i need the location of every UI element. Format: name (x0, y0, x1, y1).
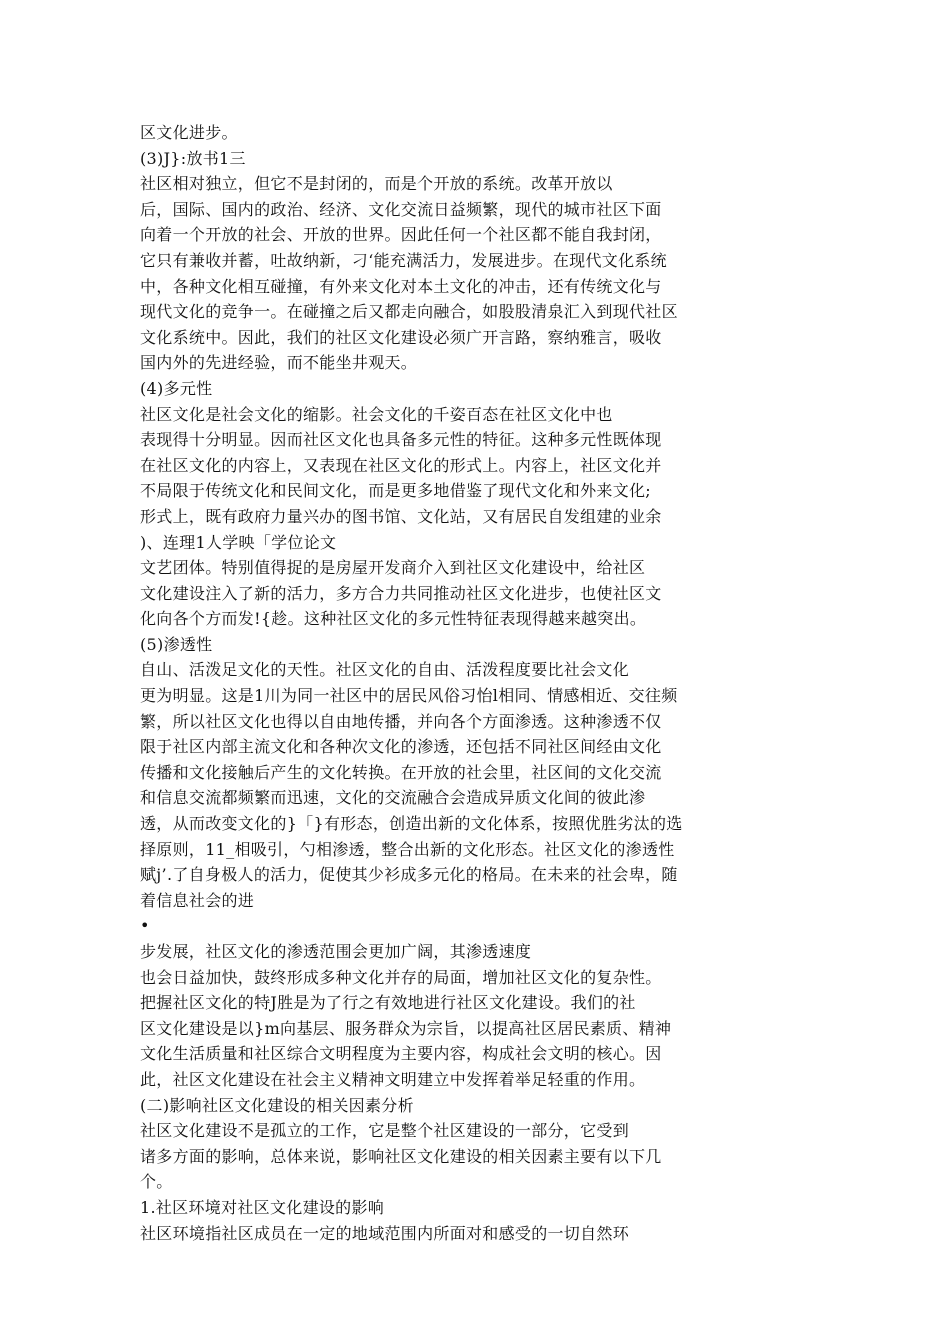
text-line: 形式上，既有政府力量兴办的图书馆、文化站，又有居民自发组建的业余 (140, 506, 662, 526)
text-line: 区文化建设是以}m向基层、服务群众为宗旨，以提高社区居民素质、精神 (140, 1018, 672, 1038)
text-line: 把握社区文化的特J胜是为了行之有效地进行社区文化建设。我们的社 (140, 993, 636, 1013)
text-line: 向着一个开放的社会、开放的世界。因此任何一个社区都不能自我封闭， (140, 225, 662, 245)
text-line: 文化生活质量和社区综合文明程度为主要内容，构成社会文明的核心。因 (140, 1044, 662, 1064)
text-line: 个。 (140, 1172, 173, 1192)
text-line: 在社区文化的内容上，又表现在社区文化的形式上。内容上，社区文化并 (140, 455, 662, 475)
text-line: 择原则，11_相吸引，勺相渗透，整合出新的文化形态。社区文化的渗透性 (140, 839, 675, 859)
text-line: 中，各种文化相互碰撞，有外来文化对本土文化的冲击，还有传统文化与 (140, 276, 662, 296)
text-line: 着信息社会的进 (140, 890, 255, 910)
section-heading: 1.社区环境对社区文化建设的影响 (140, 1197, 385, 1217)
section-heading: (二)影响社区文化建设的相关因素分析 (140, 1095, 414, 1115)
section-heading: (4)多元性 (140, 378, 213, 398)
text-line: 赋j’.了自身极人的活力，促使其少衫成多元化的格局。在未来的社会卑，随 (140, 865, 678, 885)
text-line: 也会日益加快，鼓终形成多种文化并存的局面，增加社区文化的复杂性。 (140, 967, 662, 987)
text-line: 此，社区文化建设在社会主义精神文明建立中发挥着举足轻重的作用。 (140, 1069, 646, 1089)
text-line: 限于社区内部主流文化和各种次文化的渗透，还包括不同社区间经由文化 (140, 737, 662, 757)
text-line: 和信息交流都频繁而迅速，文化的交流融合会造成异质文化间的彼此渗 (140, 788, 646, 808)
text-line: 它只有兼收并蓄，吐故纳新，刁‘能充满活力，发展进步。在现代文化系统 (140, 250, 667, 270)
text-line: 国内外的先进经验，而不能坐井观天。 (140, 353, 418, 373)
text-line: 社区环境指社区成员在一定的地域范围内所面对和感受的一切自然环 (140, 1223, 630, 1243)
text-line: )、连理1人学映「学位论文 (140, 532, 337, 552)
text-line: 文化建设注入了新的活力，多方合力共同推动社区文化进步，也使社区文 (140, 583, 662, 603)
section-heading: (5)渗透性 (140, 634, 213, 654)
text-line: 社区相对独立，但它不是封闭的，而是个开放的系统。改革开放以 (140, 174, 613, 194)
bullet-mark: • (140, 916, 150, 936)
text-line: 自山、活泼足文化的天性。社区文化的自由、活泼程度要比社会文化 (140, 660, 630, 680)
text-line: 诸多方面的影响，总体来说，影响社区文化建设的相关因素主要有以下几 (140, 1146, 662, 1166)
section-heading: (3)J}:放书1三 (140, 148, 246, 168)
text-line: 社区文化是社会文化的缩影。社会文化的千姿百态在社区文化中也 (140, 404, 613, 424)
text-line: 区文化进步。 (140, 123, 238, 142)
text-line: 不局限于传统文化和民间文化，而是更多地借鉴了现代文化和外来文化; (140, 481, 651, 501)
text-line: 表现得十分明显。因而社区文化也具备多元性的特征。这种多元性既体现 (140, 430, 662, 450)
text-line: 更为明显。这是1川为同一社区中的居民风俗习怡l相同、情感相近、交往频 (140, 686, 678, 706)
text-line: 现代文化的竞争一。在碰撞之后又都走向融合，如股股清泉汇入到现代社区 (140, 302, 678, 322)
text-line: 后，国际、国内的政治、经济、文化交流日益频繁，现代的城市社区下面 (140, 199, 662, 219)
text-line: 步发展，社区文化的渗透范围会更加广阔，其渗透速度 (140, 942, 532, 961)
text-line: 文化系统中。因此，我们的社区文化建设必须广开言路，察纳雅言，吸收 (140, 327, 662, 347)
text-line: 化向各个方而发!{趁。这种社区文化的多元性特征表现得越来越突出。 (140, 609, 647, 629)
text-line: 文艺团体。特别值得捉的是房屋开发商介入到社区文化建设中，给社区 (140, 558, 646, 578)
text-line: 透，从而改变文化的}「}有形态，创造出新的文化体系，按照优胜劣汰的选 (140, 814, 683, 834)
text-line: 繁，所以社区文化也得以自由地传播，并向各个方面渗透。这种渗透不仅 (140, 711, 662, 731)
text-line: 传播和文化接触后产生的文化转换。在开放的社会里，社区间的文化交流 (140, 762, 662, 782)
text-line: 社区文化建设不是孤立的工作，它是整个社区建设的一部分，它受到 (140, 1121, 630, 1141)
body-text (140, 120, 840, 1246)
